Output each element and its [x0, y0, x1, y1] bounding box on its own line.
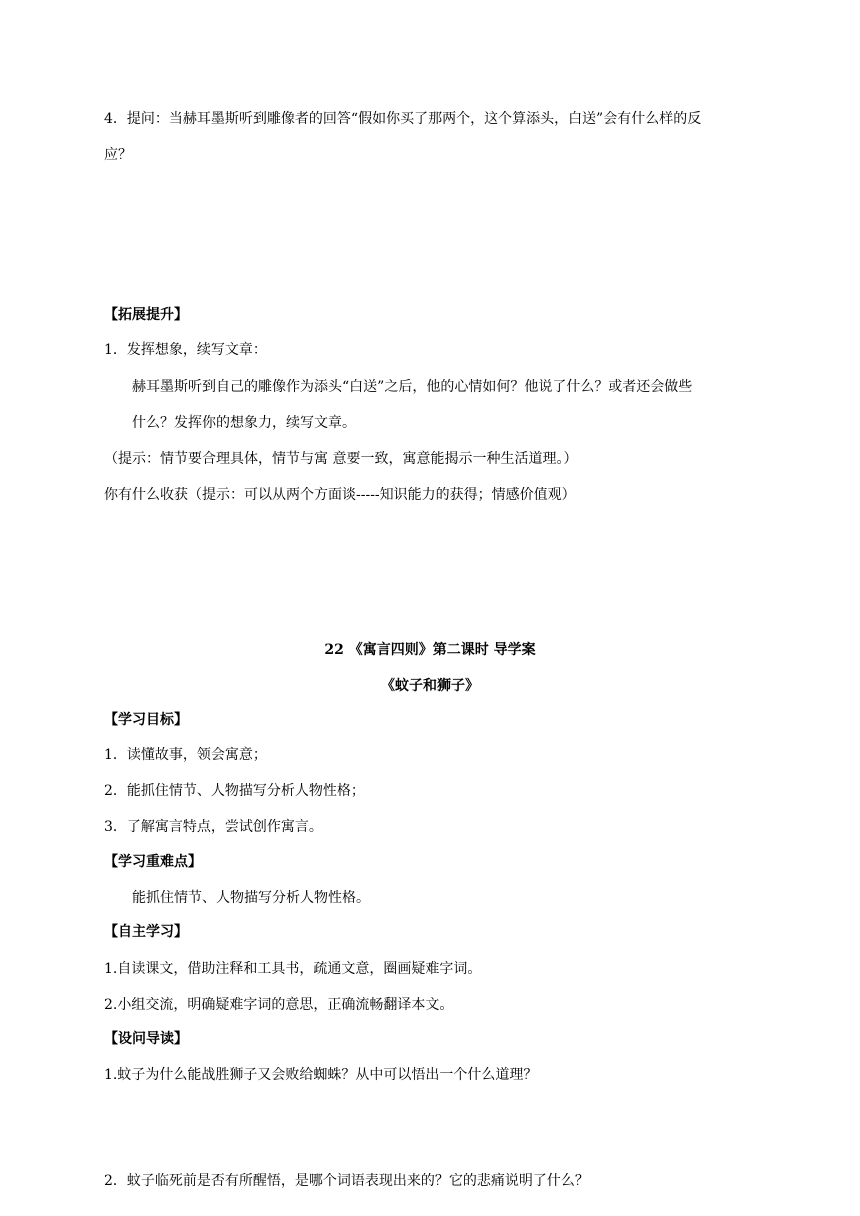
guided-question: 2．蚊子临死前是否有所醒悟，是哪个词语表现出来的？它的悲痛说明了什么？ — [104, 1173, 589, 1189]
lesson-subtitle: 《蚊子和狮子》 — [381, 678, 479, 694]
goal-item: 2．能抓住情节、人物描写分析人物性格； — [104, 783, 365, 799]
goal-item: 1．读懂故事，领会寓意； — [104, 747, 267, 763]
key-points-text: 能抓住情节、人物描写分析人物性格。 — [132, 890, 370, 906]
guided-question: 1.蚊子为什么能战胜狮子又会败给蜘蛛？从中可以悟出一个什么道理？ — [104, 1067, 538, 1083]
expansion-item-1: 1．发挥想象，续写文章： — [104, 342, 267, 358]
gain-prompt: 你有什么收获（提示：可以从两个方面谈-----知识能力的获得；情感价值观） — [104, 487, 576, 503]
expansion-heading: 【拓展提升】 — [104, 307, 188, 323]
question-4-line-2: 应？ — [104, 147, 132, 163]
self-study-item: 1.自读课文，借助注释和工具书，疏通文意，圈画疑难字词。 — [104, 961, 482, 977]
key-points-heading: 【学习重难点】 — [104, 854, 202, 870]
continuation-prompt-line-2: 什么？发挥你的想象力，续写文章。 — [132, 415, 356, 431]
lesson-title: 22 《寓言四则》第二课时 导学案 — [324, 642, 536, 658]
continuation-prompt-line-1: 赫耳墨斯听到自己的雕像作为添头“白送”之后，他的心情如何？他说了什么？或者还会做些 — [132, 379, 693, 395]
goal-item: 3．了解寓言特点，尝试创作寓言。 — [104, 819, 323, 835]
question-4-line-1: 4．提问：当赫耳墨斯听到雕像者的回答“假如你买了那两个，这个算添头，白送”会有什么样的反 — [104, 111, 702, 127]
goals-heading: 【学习目标】 — [104, 712, 188, 728]
self-study-heading: 【自主学习】 — [104, 924, 188, 940]
guided-reading-heading: 【设问导读】 — [104, 1031, 188, 1047]
self-study-item: 2.小组交流，明确疑难字词的意思，正确流畅翻译本文。 — [104, 997, 454, 1013]
hint-text: （提示：情节要合理具体，情节与寓 意要一致，寓意能揭示一种生活道理。） — [104, 451, 578, 467]
